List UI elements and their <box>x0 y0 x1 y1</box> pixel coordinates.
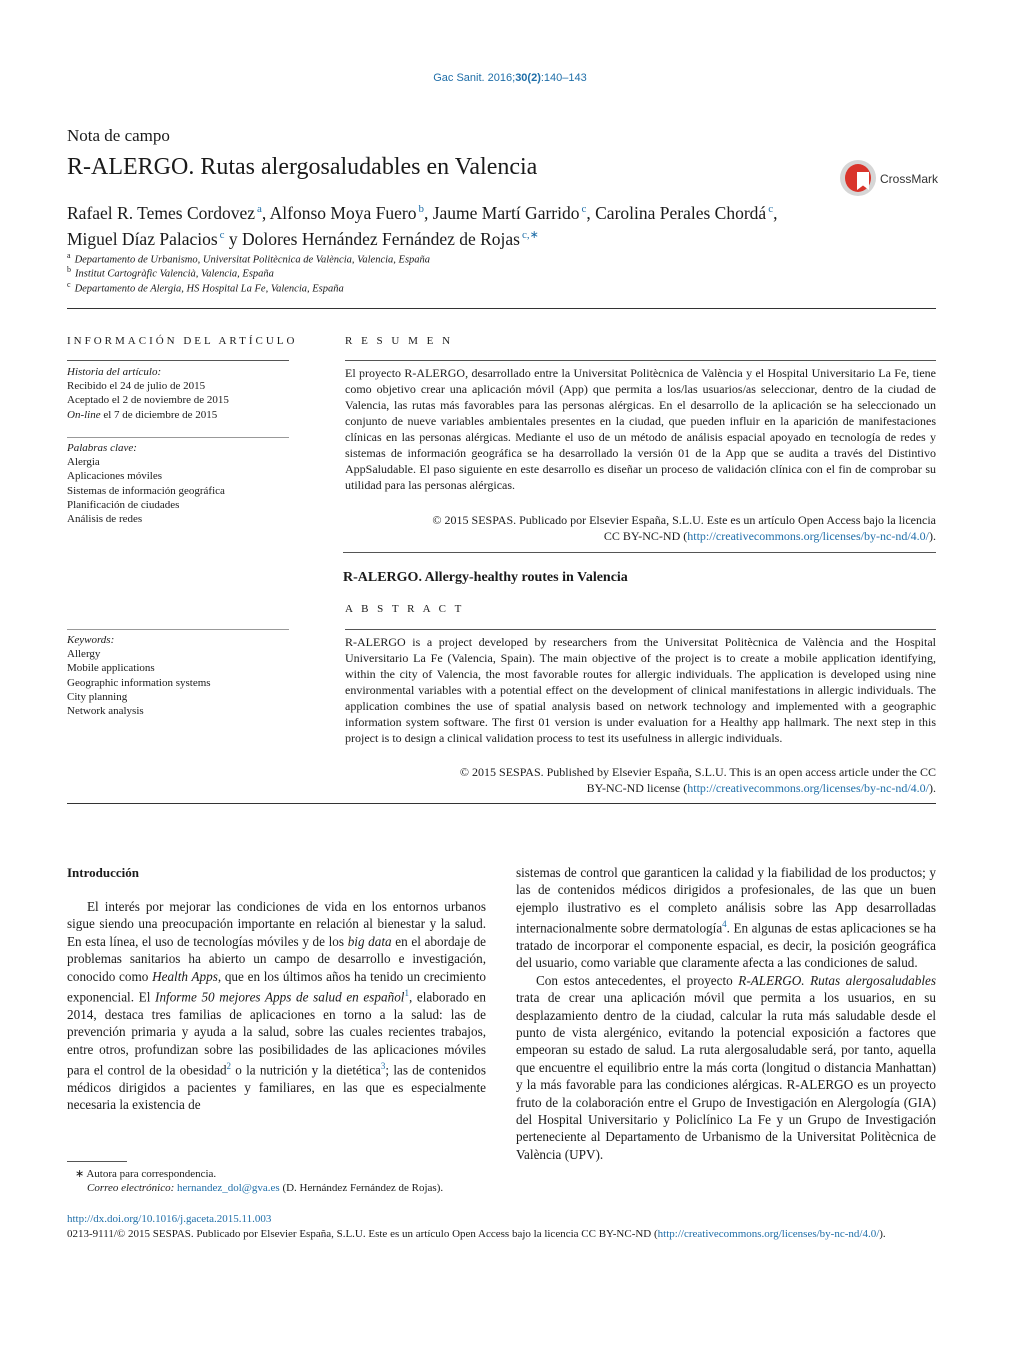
intro-left-column: El interés por mejorar las condiciones de vida en los entornos urbanos sigue siendo una preocupación importante en relación al bienestar y la salud. En esta línea, el uso de tecnologías móviles y de los big data en el abordaje de problemas sanitarios ha abierto un campo de desarrollo e investigación, conocido como Health Apps, que en los últimos años ha tenido un crecimiento exponencial. El Informe 50 mejores Apps de salud en español$^1$, elaborado en 2014, destaca tres familias de aplicaciones en torno a la salud: las de prevención primaria y ayuda a la salud, sobre las cuales recientes trabajos, entre otros, profundizan sobre las posibilidades de las aplicaciones móviles para el control de la obesidad$^2$ o la nutrición y la dietética$^3$; las de contenidos médicos dirigidos a pacientes y familiares, en las que es especialmente necesaria la existencia de <box>67 899 487 1113</box>
footnote-divider <box>67 1161 127 1162</box>
resumen-copyright: © 2015 SESPAS. Publicado por Elsevier España, S.L.U. Este es un artículo Open Access bajo la licencia CC BY-NC-ND (http://creativecommons.org/licenses/by-nc-nd/4.0/). <box>432 513 936 543</box>
citation-link[interactable]: 1 <box>404 988 409 999</box>
journal-ref-prefix: Gac Sanit. 2016; <box>433 72 516 84</box>
citation-link[interactable]: 3 <box>380 1061 386 1072</box>
author[interactable]: Jaume Martí Garrido $^c$ <box>432 203 587 223</box>
keyword: Planificación de ciudades <box>67 498 180 511</box>
author[interactable]: Alfonso Moya Fuero $^b$ <box>269 203 424 223</box>
keywords-es: Palabras clave: Alergia Aplicaciones móviles Sistemas de información geográfica Planificación de ciudades Análisis de redes <box>67 441 289 526</box>
abstract-heading: A B S T R A C T <box>345 603 465 615</box>
intro-right-column: sistemas de control que garanticen la calidad y la fiabilidad de los productos; y las de contenidos médicos dirigidos a profesionales, de las que un buen ejemplo ilustrativo es el completo análisis sobre las App desarrolladas internacionalmente sobre dermatología$^4$. En algunas de estas aplicaciones se ha tratado de incorporar el componente espacial, es decir, la posición geográfica del usuario, como variable que claramente afecta a las condiciones de salud. Con estos antecedentes, el proyecto R-ALERGO. Rutas alergosaludables trata de crear una aplicación móvil que permita a los usuarios, en su desplazamiento dentro de la ciudad, calcular la ruta más saludable desde el punto de vista alergénico, evitando la potencial exposición a factores que empeoran su estado de salud. La ruta alergosaludable será, por tanto, aquella que encuentre el equilibrio entre la más corta (longitud o distancia Manhattan) y la más favorable para las condiciones alérgicas. R-ALERGO es un proyecto fruto de la colaboración entre el Grupo de Investigación en Alergología (GIA) del Hospital Universitario y Policlínico La Fe y un Grupo de Investigación perteneciente al Departamento de Urbanismo de la Universitat Politècnica de València (UPV). <box>516 865 937 1162</box>
author[interactable]: Carolina Perales Chordá $^c$ <box>595 203 774 223</box>
keyword: Network analysis <box>67 705 144 718</box>
resumen-heading: R E S U M E N <box>345 335 454 347</box>
article-history: Historia del artículo: Recibido el 24 de julio de 2015 Aceptado el 2 de noviembre de 2015 On-line el 7 de diciembre de 2015 <box>67 366 229 421</box>
crossmark-label: CrossMark <box>880 172 939 186</box>
intro-heading: Introducción <box>67 865 139 880</box>
keyword: Sistemas de información geográfica <box>67 484 225 497</box>
journal-ref-volume: 30(2) <box>515 72 541 84</box>
footnote: ∗ Autora para correspondencia. Correo electrónico: hernandez_dol@gva.es (D. Hernández Fernández de Rojas). <box>75 1168 444 1194</box>
author[interactable]: Rafael R. Temes Cordovez $^a$ <box>67 203 262 223</box>
divider <box>343 552 936 553</box>
divider <box>345 360 936 361</box>
crossmark-button[interactable] <box>840 160 940 196</box>
keyword: Mobile applications <box>67 662 155 675</box>
license-link[interactable]: http://creativecommons.org/licenses/by-nc-nd/4.0/ <box>687 529 929 543</box>
license-link[interactable]: http://creativecommons.org/licenses/by-nc-nd/4.0/ <box>687 781 929 795</box>
keyword: Allergy <box>67 648 101 661</box>
resumen-text: El proyecto R-ALERGO, desarrollado entre la Universitat Politècnica de València y el Hospital Universitario La Fe, tiene como objetivo crear una aplicación móvil (App) que permita a los/las usuarios/as seleccionar, dentro de la ciudad de Valencia, las rutas más favorables para las personas alérgicas. En el desarrollo de la aplicación se ha seleccionado un conjunto de nueve variables ambientales presentes en la ciudad, que pueden influir en la aparición de manifestaciones clínicas en las personas alérgicas. Mediante el uso de un método de análisis espacial apoyado en tecnología de redes y sistemas de información geográfica se ha desarrollado la versión 01 de la App que se audita a través del Distintivo AppSaludable. El paso siguiente en este desarrollo es diseñar un proceso de validación clínica con el fin de comprobar su utilidad para las personas alérgicas. <box>345 366 936 492</box>
affiliation: $^c$ Departamento de Alergia, HS Hospital La Fe, Valencia, España <box>67 280 344 295</box>
divider <box>67 437 289 438</box>
article-title: R-ALERGO. Rutas alergosaludables en Valencia <box>67 154 538 180</box>
english-title: R-ALERGO. Allergy-healthy routes in Valencia <box>343 570 628 585</box>
affiliation: $^b$ Institut Cartogràfic Valencià, Valencia, España <box>67 265 274 280</box>
email-link[interactable]: hernandez_dol@gva.es <box>177 1182 280 1194</box>
crossmark-icon <box>840 160 876 196</box>
citation-link[interactable]: 2 <box>226 1061 232 1072</box>
keyword: Geographic information systems <box>67 676 211 689</box>
license-link[interactable]: http://creativecommons.org/licenses/by-nc-nd/4.0/ <box>657 1228 880 1240</box>
author[interactable]: Miguel Díaz Palacios $^c$ <box>67 229 225 249</box>
divider <box>67 360 289 361</box>
affiliation: $^a$ Departamento de Urbanismo, Universitat Politècnica de València, Valencia, España <box>67 251 431 266</box>
doi-link[interactable]: http://dx.doi.org/10.1016/j.gaceta.2015.11.003 <box>67 1213 272 1225</box>
section-type: Nota de campo <box>67 126 170 145</box>
article-info-heading: INFORMACIÓN DEL ARTÍCULO <box>67 335 298 347</box>
keyword: Análisis de redes <box>67 513 143 526</box>
abstract-copyright: © 2015 SESPAS. Published by Elsevier España, S.L.U. This is an open access article under the CC BY-NC-ND license (http://creativecommons.org/licenses/by-nc-nd/4.0/). <box>459 765 936 795</box>
header-divider <box>67 308 936 309</box>
keyword: Aplicaciones móviles <box>67 470 163 483</box>
journal-reference[interactable] <box>0 72 1020 84</box>
footer: http://dx.doi.org/10.1016/j.gaceta.2015.11.003 0213-9111/© 2015 SESPAS. Publicado por Elsevier España, S.L.U. Este es un artículo Open Access bajo la licencia CC BY-NC-ND (http://creativecommons.org/licenses/by-nc-nd/4.0/). <box>67 1213 886 1240</box>
author[interactable]: Dolores Hernández Fernández de Rojas $^{c,∗}$ <box>242 229 539 249</box>
author-list: Rafael R. Temes Cordovez $^a$, Alfonso Moya Fuero $^b$, Jaume Martí Garrido $^c$, Carolina Perales Chordá $^c$, Miguel Díaz Palacios $^c$ y Dolores Hernández Fernández de Rojas $^{c,∗}$ <box>67 203 778 249</box>
keywords-en: Keywords: Allergy Mobile applications Geographic information systems City planning Network analysis <box>67 633 289 718</box>
keyword: City planning <box>67 690 128 703</box>
divider <box>345 629 936 630</box>
divider <box>67 803 936 804</box>
divider <box>67 629 289 630</box>
keyword: Alergia <box>67 456 100 469</box>
journal-ref-pages: :140–143 <box>540 72 587 84</box>
abstract-text: R-ALERGO is a project developed by researchers from the Universitat Politècnica de València and the Hospital Universitario La Fe (Valencia, Spain). The main objective of the project is to create a mobile application identifying, within the city of Valencia, the most favorable routes for allergic individuals. The application is developed using nine environmental variables with a potential effect on the development of clinical manifestations in allergic individuals. The application combines the use of spatial analysis based on network technology and implemented with a geographic information system software. The first 01 version is under evaluation for a Healthy app hallmark. The next step in this project is to design a clinical validation process to test its usefulness in allergic individuals. <box>345 635 936 745</box>
citation-link[interactable]: 4 <box>722 919 727 930</box>
